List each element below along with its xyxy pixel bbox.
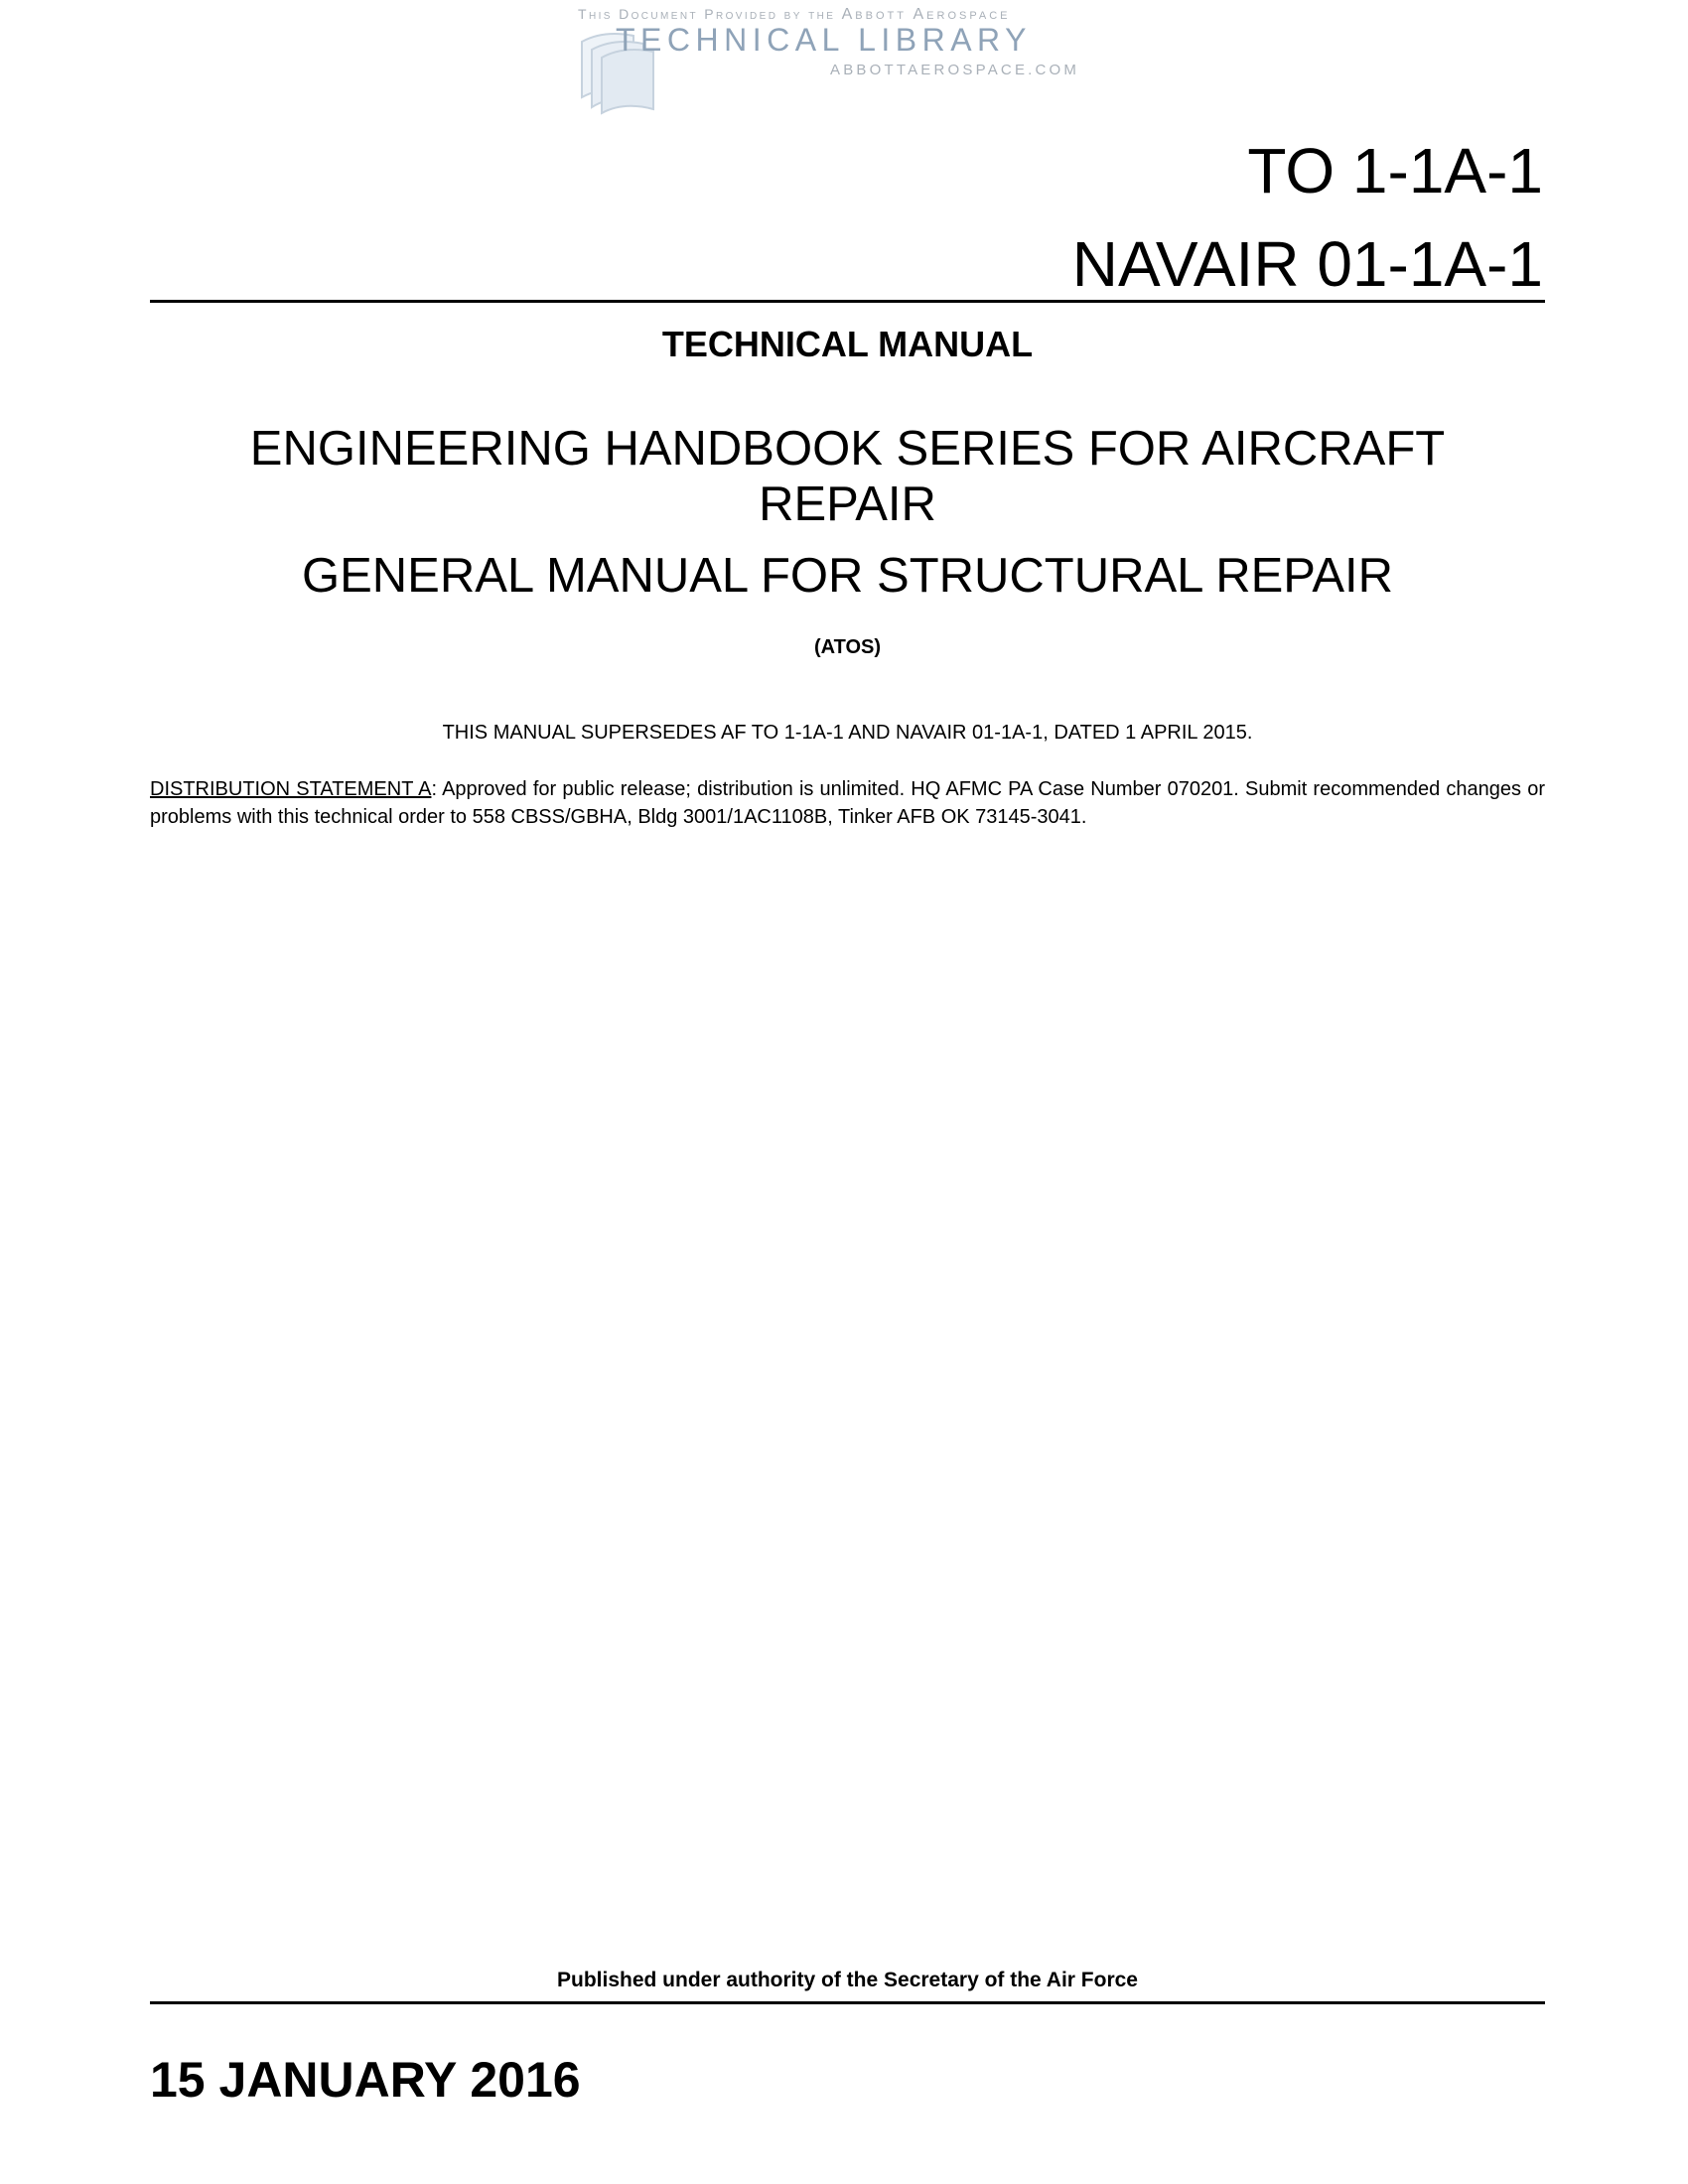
to-number: TO 1-1A-1: [1247, 135, 1543, 206]
watermark-technical-library: TECHNICAL LIBRARY: [616, 22, 1032, 58]
footer-divider: [150, 2001, 1545, 2004]
manual-title: GENERAL MANUAL FOR STRUCTURAL REPAIR: [301, 549, 1394, 603]
manual-type-heading: TECHNICAL MANUAL: [661, 324, 1034, 364]
distribution-statement: [150, 775, 1545, 831]
navair-number: NAVAIR 01-1A-1: [1071, 228, 1543, 300]
publication-authority: Published under authority of the Secretary of the Air Force: [557, 1969, 1138, 1991]
distribution-text: : Approved for public release; distribution is unlimited. HQ AFMC PA Case Number 070201. Submit recommended changes or problems with this technical order to 558 CBSS/GBHA, Bldg 3001/1AC1108B, Tinker AFB OK 73145-3041.: [150, 778, 1545, 828]
watermark: [574, 4, 1090, 115]
series-title: ENGINEERING HANDBOOK SERIES FOR AIRCRAFT REPAIR: [249, 422, 1446, 531]
distribution-label: DISTRIBUTION STATEMENT A: [150, 778, 432, 800]
watermark-url: ABBOTTAEROSPACE.COM: [830, 62, 1080, 78]
header-divider: [150, 300, 1545, 303]
atos-label: (ATOS): [813, 636, 882, 658]
watermark-provided-by: This Document Provided by the Abbott Aerospace: [578, 6, 1011, 23]
supersedes-notice: THIS MANUAL SUPERSEDES AF TO 1-1A-1 AND NAVAIR 01-1A-1, DATED 1 APRIL 2015.: [442, 722, 1253, 744]
publication-date: 15 JANUARY 2016: [150, 2052, 581, 2108]
